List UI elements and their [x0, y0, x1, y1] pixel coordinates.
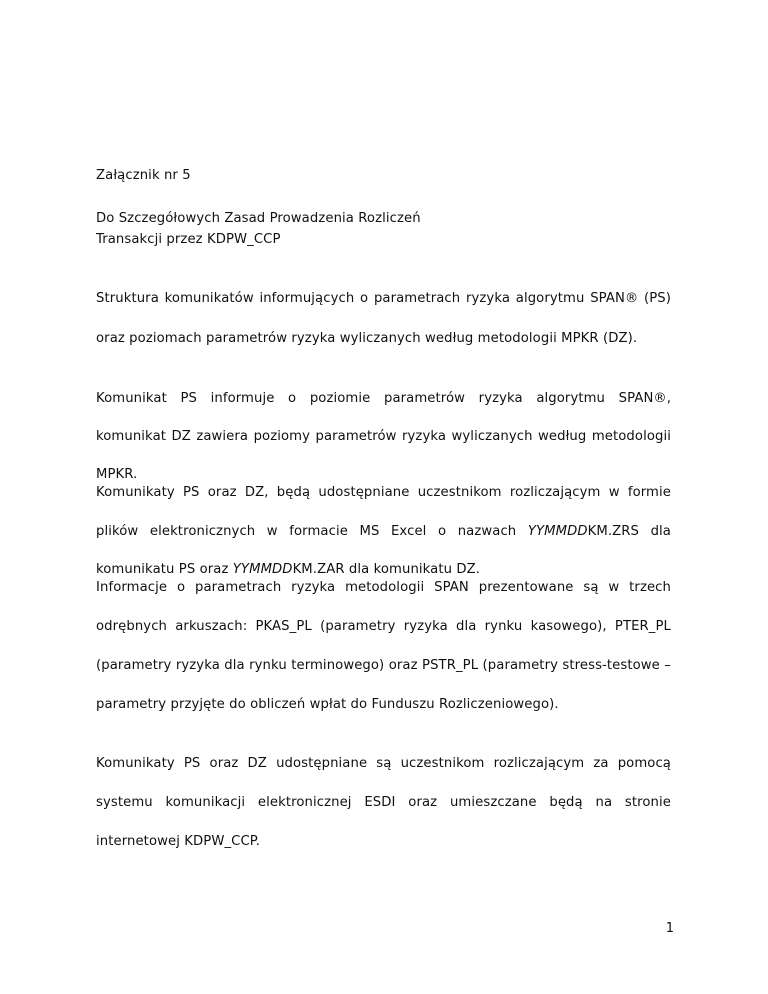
paragraph-4-line-1: Komunikaty PS oraz DZ udostępniane są uczestnikom rozliczającym za pomocą [96, 756, 671, 771]
annex-subtitle-line-2: Transakcji przez KDPW_CCP [96, 232, 281, 247]
paragraph-2-line-2 [96, 523, 671, 541]
paragraph-4-line-2: systemu komunikacji elektronicznej ESDI oraz umieszczane będą na stronie [96, 795, 671, 810]
file-name-pattern-zar: YYMMDD [232, 562, 293, 577]
paragraph-3-line-3: (parametry ryzyka dla rynku terminowego) oraz PSTR_PL (parametry stress-testowe – [96, 658, 671, 673]
paragraph-3-line-4: parametry przyjęte do obliczeń wpłat do Funduszu Rozliczeniowego). [96, 697, 559, 712]
file-name-pattern-zrs: YYMMDD [527, 524, 588, 539]
document-title-line-1: Struktura komunikatów informujących o parametrach ryzyka algorytmu SPAN® (PS) [96, 291, 671, 306]
annex-subtitle-line-1: Do Szczegółowych Zasad Prowadzenia Rozliczeń [96, 211, 421, 226]
document-title-line-2: oraz poziomach parametrów ryzyka wyliczanych według metodologii MPKR (DZ). [96, 331, 638, 346]
paragraph-1-line-2: komunikat DZ zawiera poziomy parametrów ryzyka wyliczanych według metodologii [96, 429, 671, 444]
paragraph-3-line-2: odrębnych arkuszach: PKAS_PL (parametry ryzyka dla rynku kasowego), PTER_PL [96, 619, 671, 634]
paragraph-2-line-3-text-a: komunikatu PS oraz [96, 562, 229, 577]
paragraph-2-line-2-text-b: KM.ZRS dla [587, 524, 671, 539]
paragraph-2-line-2-text-a: plików elektronicznych w formacie MS Excel o nazwach [96, 524, 517, 539]
page-number: 1 [665, 921, 674, 936]
paragraph-3-line-1: Informacje o parametrach ryzyka metodologii SPAN prezentowane są w trzech [96, 580, 671, 595]
paragraph-4-line-3: internetowej KDPW_CCP. [96, 834, 261, 849]
paragraph-1-line-3: MPKR. [96, 467, 138, 482]
paragraph-2-line-3-text-b: KM.ZAR dla komunikatu DZ. [292, 562, 481, 577]
paragraph-2-line-3 [96, 561, 671, 579]
paragraph-1-line-1: Komunikat PS informuje o poziomie parametrów ryzyka algorytmu SPAN®, [96, 391, 671, 406]
paragraph-2-line-1: Komunikaty PS oraz DZ, będą udostępniane uczestnikom rozliczającym w formie [96, 485, 671, 500]
annex-label: Załącznik nr 5 [96, 168, 191, 183]
